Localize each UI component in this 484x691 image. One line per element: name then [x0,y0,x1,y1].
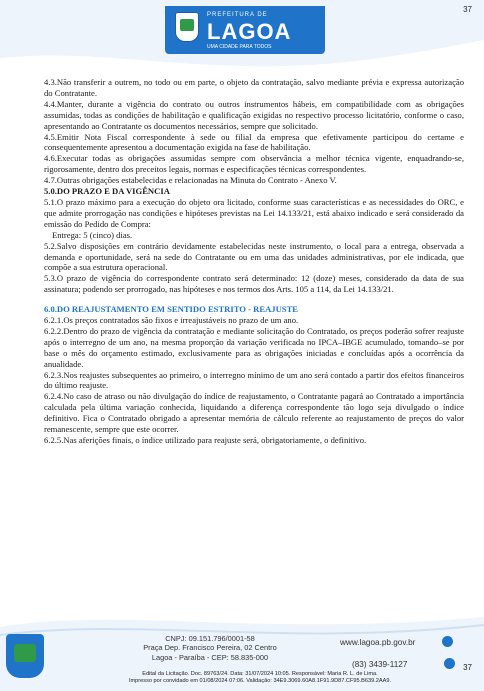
delivery-term: Entrega: 5 (cinco) dias. [52,229,133,240]
clause-4-5: 4.5.Emitir Nota Fiscal correspondente à sede ou filial da empresa que efetivamente participou do certame e consequentemente apresentou a documentação exigida na fase de habilitação. [44,131,464,153]
logo-slogan: UMA CIDADE PARA TODOS [207,44,272,50]
clause-5-3: 5.3.O prazo de vigência do correspondente contrato será determinado: 12 (doze) meses, considerado da data de sua assinatura; podendo ser prorrogado, nas hipóteses e nos termos dos Arts. 105 a 114, da Lei 14.133/21. [44,273,464,295]
clause-6-2-5: 6.2.5.Nas aferições finais, o índice utilizado para reajuste será, obrigatoriamente, o definitivo. [44,435,367,445]
footer-address [120,634,300,662]
document-body [44,77,464,446]
clause-6-2-1: 6.2.1.Os preços contratados são fixos e irreajustáveis no prazo de um ano. [44,315,299,326]
footer-phone: (83) 3439-1127 [352,660,408,669]
section-6-heading: 6.0.DO REAJUSTAMENTO EM SENTIDO ESTRITO - REAJUSTE [44,304,299,315]
validation-stamp [60,671,460,685]
clause-4-7: 4.7.Outras obrigações estabelecidas e relacionadas na Minuta do Contrato - Anexo V. [44,175,337,186]
section-5-heading: 5.0.DO PRAZO E DA VIGÊNCIA [44,186,170,197]
logo-prefix: PREFEITURA DE [207,12,268,18]
clause-4-4: 4.4.Manter, durante a vigência do contrato ou outros instrumentos hábeis, em compatibilidade com as obrigações assumidas, todas as condições de habilitação e qualificação exigidas no respectivo processo licitatório, conforme o caso, apresentando ao Contratante os documentos necessários, sempre que solicitado. [44,98,464,131]
prefeitura-logo [165,6,325,54]
footer-cnpj: CNPJ: 09.151.796/0001-58 [165,634,255,643]
whatsapp-icon [444,658,455,669]
footer-city: Lagoa - Paraíba - CEP: 58.835-000 [151,652,269,662]
clause-5-1: 5.1.O prazo máximo para a execução do objeto ora licitado, conforme suas características e as necessidades do ORC, e que admite prorrogação nas condições e hipóteses previstas na Lei 14.133/21, está abaixo indicado e será considerado da emissão do Pedido de Compra: [44,196,464,229]
validation-line-1: Edital da Licitação. Doc. 89763/24. Data: 31/07/2024 10:05. Responsável: Maria R. L. de Lima. [142,671,378,677]
footer-street: Praça Dep. Francisco Pereira, 02 Centro [143,643,277,653]
clause-6-2-3: 6.2.3.Nos reajustes subsequentes ao primeiro, o interregno mínimo de um ano será contado a partir dos efeitos financeiros do último reajuste. [44,369,464,391]
municipal-crest-icon [175,12,199,42]
validation-line-2: Impresso por convidado em 01/08/2024 07:06. Validação: 34E9.3069.60A8.1F91.9D87.CF95.B639.2AA9. [128,678,392,684]
globe-icon [442,636,453,647]
page-header [0,0,484,70]
page-number-top: 37 [463,5,472,14]
clause-6-2-2: 6.2.2.Dentro do prazo de vigência da contratação e mediante solicitação do Contratado, os preços poderão sofrer reajuste após o interregno de um ano, na mesma proporção da variação verificada no IPCA–IBGE acumulado, tomando–se por base o mês do orçamento estimado, exclusivamente para as obrigações iniciadas e concluídas após a ocorrência da anualidade. [44,325,464,369]
clause-4-6: 4.6.Executar todas as obrigações assumidas sempre com observância a melhor técnica vigente, enquadrando-se, rigorosamente, dentro dos preceitos legais, normas e especificações técnicas correspondentes. [44,153,464,175]
clause-4-3: 4.3.Não transferir a outrem, no todo ou em parte, o objeto da contratação, salvo mediante prévia e expressa autorização do Contratante. [44,77,464,98]
footer-crest-icon [6,634,44,678]
footer-website[interactable]: www.lagoa.pb.gov.br [340,638,416,647]
page-footer [0,590,484,691]
logo-city-name: LAGOA [207,19,292,44]
clause-6-2-4: 6.2.4.No caso de atraso ou não divulgação do índice de reajustamento, o Contratante pagará ao Contratado a importância calculada pela última variação conhecida, liquidando a diferença correspondente tão logo seja divulgado o índice definitivo. Fica o Contratado obrigado a apresentar memória de cálculo referente ao reajustamento de preços do valor remanescente, sempre que este ocorrer. [44,391,464,435]
clause-5-2: 5.2.Salvo disposições em contrário devidamente estabelecidas neste instrumento, o local para a entrega, observada a demanda e oportunidade, será na sede do Contratante ou em uma das unidades administrativas, por ele indicada, que compõe a sua estrutura operacional. [44,240,464,273]
page-number-bottom: 37 [463,663,472,672]
